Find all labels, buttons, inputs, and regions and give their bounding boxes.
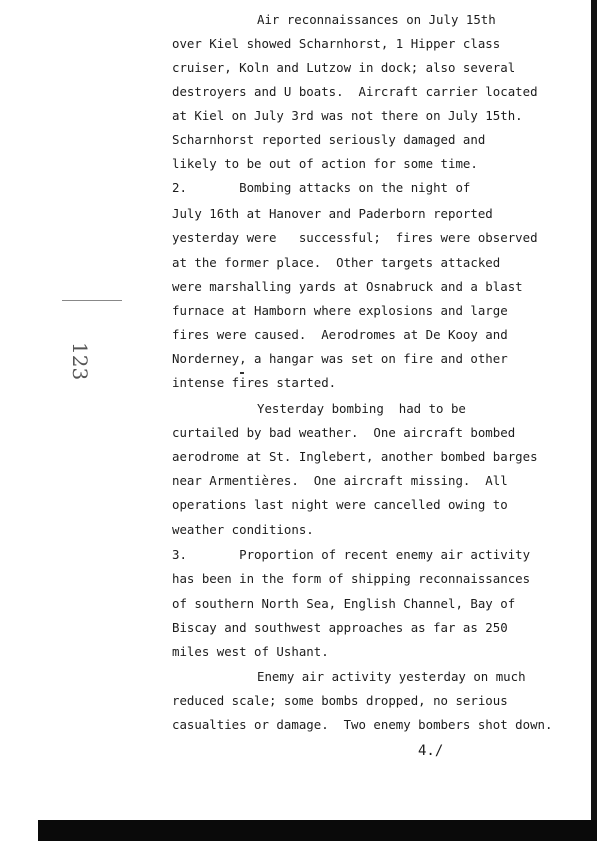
page-continuation-marker: 4./ [418,743,444,759]
text-line: at the former place. Other targets attacked [172,255,501,270]
text-line: Air reconnaissances on July 15th [257,12,496,27]
text-line: yesterday were successful; fires were observed [172,230,538,245]
text-line: were marshalling yards at Osnabruck and a blast [172,279,523,294]
text-line: Norderney, a hangar was set on fire and other [172,351,508,366]
text-line: of southern North Sea, English Channel, Bay of [172,596,516,611]
text-line: at Kiel on July 3rd was not there on July 15th. [172,108,523,123]
margin-handwritten-number: 123 [68,342,92,381]
text-line: near Armentières. One aircraft missing. All [172,473,508,488]
text-line: cruiser, Koln and Lutzow in dock; also several [172,60,516,75]
scan-edge-right [591,0,597,841]
scan-edge-bottom [38,820,597,841]
text-line: July 16th at Hanover and Paderborn reported [172,206,493,221]
text-line: likely to be out of action for some time. [172,156,478,171]
text-line: over Kiel showed Scharnhorst, 1 Hipper class [172,36,501,51]
text-line: Biscay and southwest approaches as far as 250 [172,620,508,635]
text-line: Enemy air activity yesterday on much [257,669,526,684]
ink-speck [240,372,244,374]
text-line: curtailed by bad weather. One aircraft bombed [172,425,516,440]
text-line: aerodrome at St. Inglebert, another bombed barges [172,449,538,464]
section-2-heading-line: 2. Bombing attacks on the night of [172,180,471,195]
margin-line [62,300,122,301]
text-line: fires were caused. Aerodromes at De Kooy and [172,327,508,342]
text-line: destroyers and U boats. Aircraft carrier located [172,84,538,99]
section-3-heading-line: 3. Proportion of recent enemy air activity [172,547,531,562]
text-line: has been in the form of shipping reconnaissances [172,571,531,586]
text-line: furnace at Hamborn where explosions and large [172,303,508,318]
text-line: Scharnhorst reported seriously damaged and [172,132,486,147]
text-line: casualties or damage. Two enemy bombers shot down. [172,717,553,732]
text-line: Yesterday bombing had to be [257,401,466,416]
text-line: operations last night were cancelled owing to [172,497,508,512]
text-line: reduced scale; some bombs dropped, no serious [172,693,508,708]
text-line: miles west of Ushant. [172,644,329,659]
text-line: intense fires started. [172,375,337,390]
text-line: weather conditions. [172,522,314,537]
